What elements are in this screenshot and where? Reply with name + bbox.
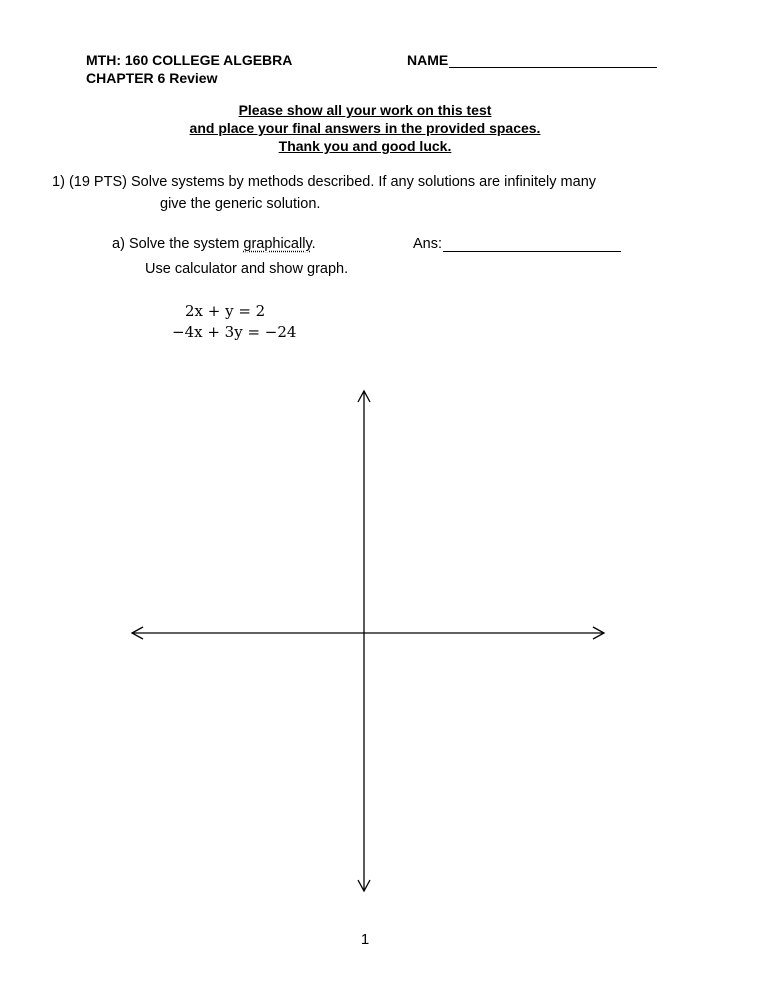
course-title: MTH: 160 COLLEGE ALGEBRA: [86, 52, 293, 68]
part-a-period: .: [311, 236, 316, 252]
equation-2: −4x + 3y = −24: [172, 323, 297, 341]
question-points: (19 PTS): [68, 174, 127, 190]
chapter-title: CHAPTER 6 Review: [86, 70, 218, 86]
answer-label: Ans:: [413, 236, 443, 252]
page-number: 1: [360, 931, 370, 948]
instruction-line-2: and place your final answers in the provided spaces.: [189, 120, 541, 136]
equation-1: 2x + y = 2: [185, 302, 266, 320]
instruction-line-1: Please show all your work on this test: [238, 102, 492, 118]
part-a-label: a): [112, 236, 125, 252]
name-label: NAME: [407, 52, 449, 68]
part-a-subtext: Use calculator and show graph.: [145, 261, 349, 277]
part-a-keyword: graphically: [243, 236, 312, 252]
instruction-line-3: Thank you and good luck.: [278, 138, 452, 154]
question-number: 1): [52, 174, 65, 190]
question-text: Solve systems by methods described. If any solutions are infinitely many: [130, 174, 597, 190]
question-1-continued: give the generic solution.: [160, 196, 321, 212]
part-a-text: Solve the system: [128, 236, 244, 252]
